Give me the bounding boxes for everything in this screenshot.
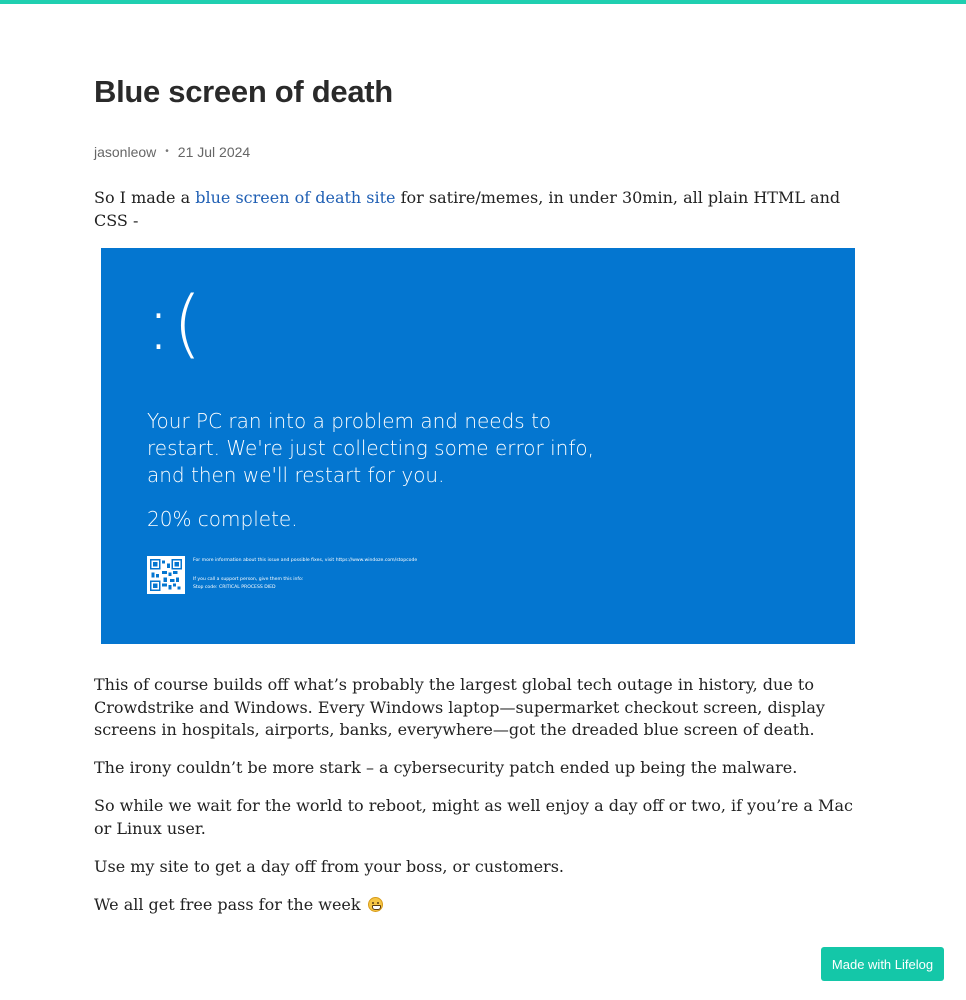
qr-code-icon	[147, 556, 185, 594]
body-paragraph: The irony couldn’t be more stark – a cybersecurity patch ended up being the malware.	[94, 758, 798, 777]
grinning-face-icon	[368, 897, 383, 912]
body-paragraph: So while we wait for the world to reboot, might as well enjoy a day off or two, if you’re a Mac or Linux user.	[94, 796, 853, 838]
body-paragraph: Use my site to get a day off from your boss, or customers.	[94, 856, 564, 876]
sad-face: :(	[146, 281, 204, 367]
post-body	[94, 674, 864, 916]
last-paragraph	[94, 894, 864, 917]
post-meta	[94, 143, 864, 161]
bsod-stop-code: Stop code: CRITICAL PROCESS DIED	[193, 585, 276, 590]
bsod-progress: 20% complete.	[147, 507, 298, 531]
intro-paragraph	[94, 187, 864, 232]
bsod-image	[101, 248, 855, 644]
post-article	[94, 70, 864, 932]
meta-separator: •	[165, 146, 169, 157]
intro-text-after: for satire/memes, in under 30min, all plain HTML and CSS -	[94, 188, 841, 230]
post-author[interactable]: jasonleow	[94, 144, 157, 160]
intro-text-before: So I made a	[94, 188, 196, 207]
top-accent-bar	[0, 0, 966, 4]
bsod-site-link[interactable]: blue screen of death site	[195, 188, 396, 207]
bsod-support-line: If you call a support person, give them this info:	[193, 577, 304, 582]
bsod-message: Your PC ran into a problem and needs to restart. We're just collecting some error info, and then we'll restart for you.	[147, 409, 594, 487]
last-paragraph-text: We all get free pass for the week	[94, 894, 366, 914]
made-with-lifelog-button[interactable]: Made with Lifelog	[821, 947, 944, 981]
post-title: Blue screen of death	[94, 74, 393, 109]
bsod-info-line: For more information about this issue and possible fixes, visit https://www.windoze.com/stopcode	[193, 558, 418, 563]
body-paragraph: This of course builds off what’s probably the largest global tech outage in history, due to Crowdstrike and Windows. Every Windows laptop—supermarket checkout screen, display screens in hospitals, airports, banks, everywhere—got the dreaded blue screen of death.	[94, 675, 825, 739]
post-date: 21 Jul 2024	[177, 144, 251, 160]
